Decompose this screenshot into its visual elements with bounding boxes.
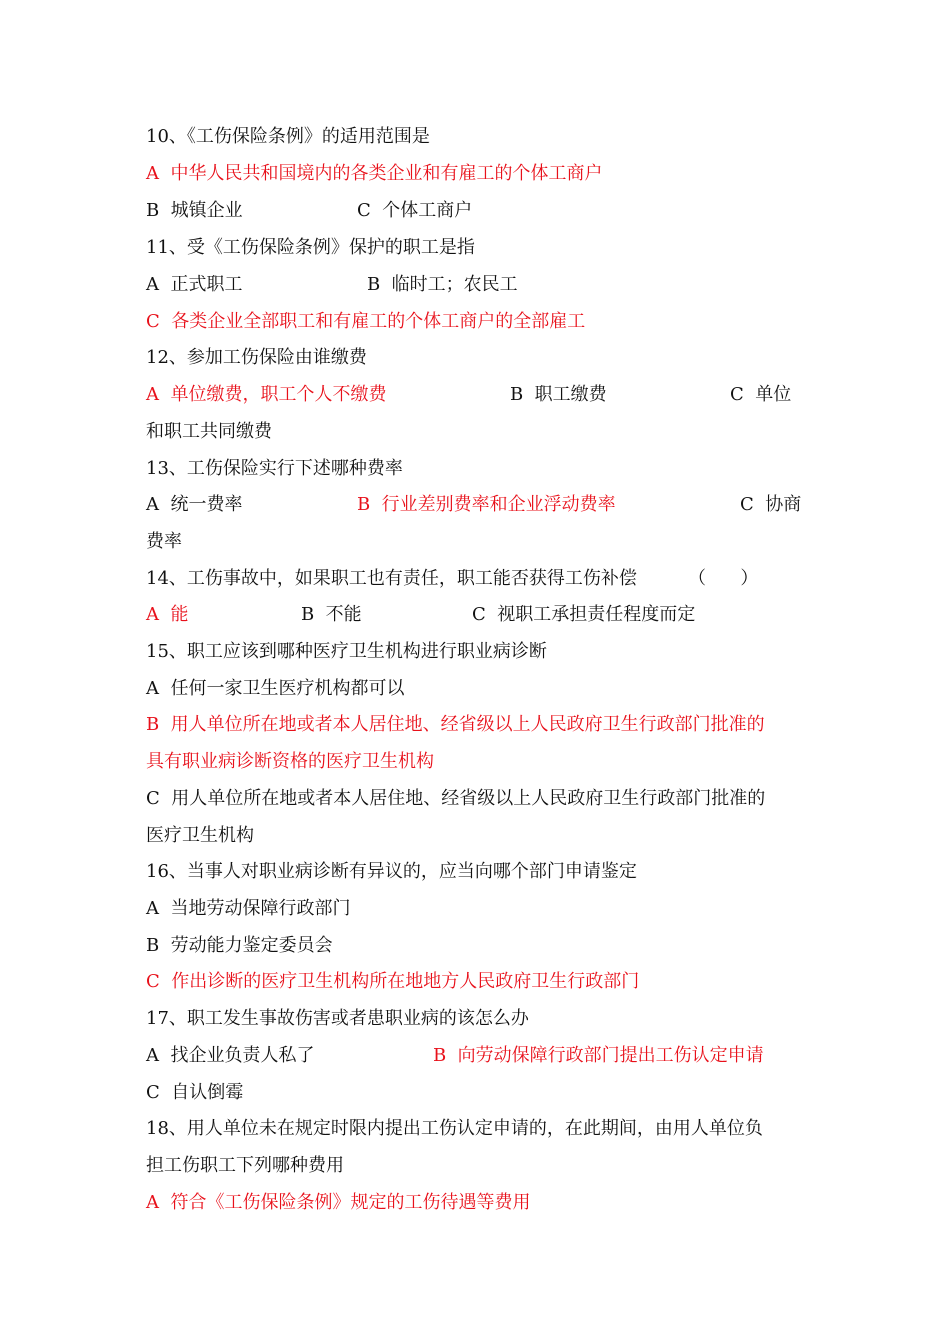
question-11-option-a: A 正式职工: [146, 274, 243, 295]
question-14-option-b: B 不能: [301, 604, 362, 625]
question-18-option-a-answer: A 符合《工伤保险条例》规定的工伤待遇等费用: [146, 1192, 531, 1213]
question-14-title: 14、工伤事故中，如果职工也有责任，职工能否获得工伤补偿: [146, 568, 637, 589]
question-18-title-continued: 担工伤职工下列哪种费用: [146, 1155, 344, 1176]
question-10-title: 10、《工伤保险条例》的适用范围是: [146, 126, 430, 147]
question-12-option-b: B 职工缴费: [510, 384, 607, 405]
question-14-answer-bracket: （ ）: [688, 568, 759, 589]
question-13-option-c-continued: 费率: [146, 531, 182, 552]
question-13-option-b-answer: B 行业差别费率和企业浮动费率: [357, 494, 616, 515]
question-16-option-b: B 劳动能力鉴定委员会: [146, 935, 333, 956]
question-12-title: 12、参加工伤保险由谁缴费: [146, 347, 367, 368]
question-16-option-a: A 当地劳动保障行政部门: [146, 898, 351, 919]
question-11-option-c-answer: C 各类企业全部职工和有雇工的个体工商户的全部雇工: [146, 311, 586, 332]
question-16-title: 16、当事人对职业病诊断有异议的，应当向哪个部门申请鉴定: [146, 861, 637, 882]
question-15-option-c: C 用人单位所在地或者本人居住地、经省级以上人民政府卫生行政部门批准的: [146, 788, 766, 809]
question-10-option-a-answer: A 中华人民共和国境内的各类企业和有雇工的个体工商户: [146, 163, 603, 184]
question-14-option-a-answer: A 能: [146, 604, 189, 625]
question-16-option-c-answer: C 作出诊断的医疗卫生机构所在地地方人民政府卫生行政部门: [146, 971, 640, 992]
question-15-title: 15、职工应该到哪种医疗卫生机构进行职业病诊断: [146, 641, 547, 662]
question-10-option-b: B 城镇企业: [146, 200, 243, 221]
question-17-option-b-answer: B 向劳动保障行政部门提出工伤认定申请: [433, 1045, 764, 1066]
question-17-option-a: A 找企业负责人私了: [146, 1045, 315, 1066]
question-10-option-c: C 个体工商户: [357, 200, 473, 221]
question-12-option-c: C 单位: [730, 384, 792, 405]
question-13-option-a: A 统一费率: [146, 494, 243, 515]
question-17-title: 17、职工发生事故伤害或者患职业病的该怎么办: [146, 1008, 529, 1029]
question-15-option-a: A 任何一家卫生医疗机构都可以: [146, 678, 405, 699]
question-15-option-b-continued: 具有职业病诊断资格的医疗卫生机构: [146, 751, 434, 772]
question-11-option-b: B 临时工；农民工: [367, 274, 518, 295]
question-18-title: 18、用人单位未在规定时限内提出工伤认定申请的，在此期间，由用人单位负: [146, 1118, 763, 1139]
question-13-title: 13、工伤保险实行下述哪种费率: [146, 458, 403, 479]
question-15-option-c-continued: 医疗卫生机构: [146, 825, 254, 846]
question-15-option-b-answer: B 用人单位所在地或者本人居住地、经省级以上人民政府卫生行政部门批准的: [146, 714, 765, 735]
question-11-title: 11、受《工伤保险条例》保护的职工是指: [146, 237, 475, 258]
question-12-option-c-continued: 和职工共同缴费: [146, 421, 272, 442]
question-17-option-c: C 自认倒霉: [146, 1082, 244, 1103]
question-14-option-c: C 视职工承担责任程度而定: [472, 604, 696, 625]
question-12-option-a-answer: A 单位缴费，职工个人不缴费: [146, 384, 387, 405]
question-13-option-c: C 协商: [740, 494, 802, 515]
